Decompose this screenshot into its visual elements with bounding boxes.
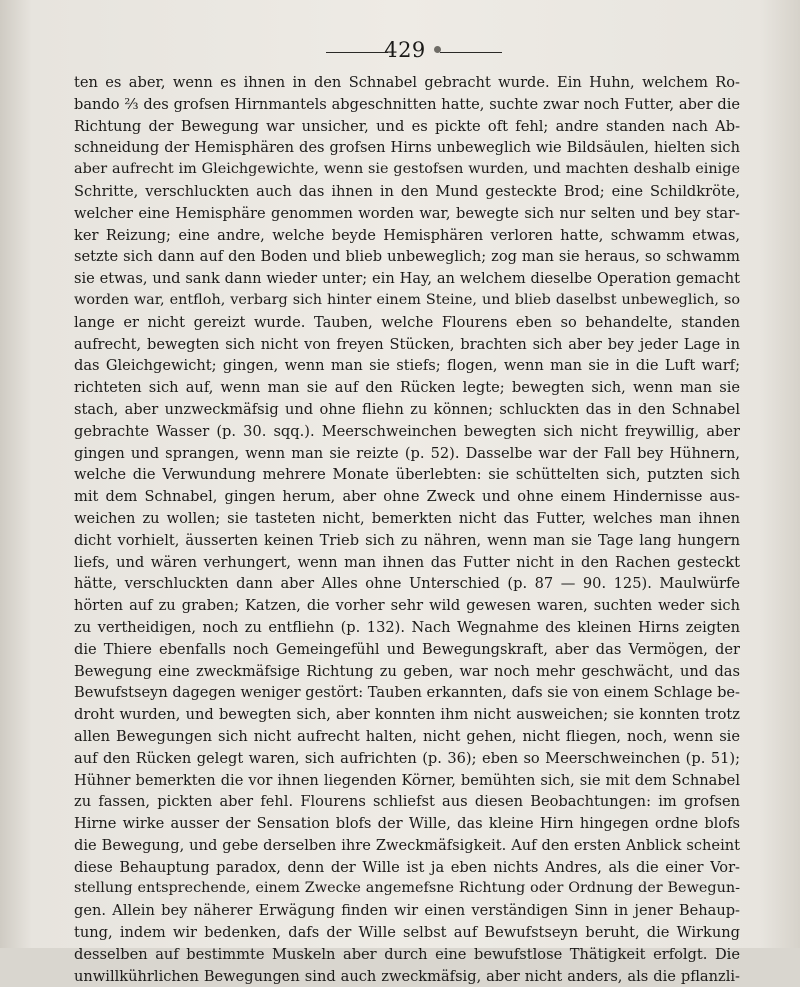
text-line: Schritte, verschluckten auch das ihnen in den Mund gesteckte Brod; eine Schildkröte, <box>74 182 740 200</box>
text-line: stach, aber unzweckmäfsig und ohne fliehn zu können; schluckten das in den Schnabel <box>74 400 740 418</box>
text-line: die Thiere ebenfalls noch Gemeingefühl und Bewegungskraft, aber das Vermögen, der <box>74 640 740 658</box>
text-line: weichen zu wollen; sie tasteten nicht, bemerkten nicht das Futter, welches man ihnen <box>74 509 740 527</box>
text-line: auf den Rücken gelegt waren, sich aufrichten (p. 36); eben so Meerschweinchen (p. 51); <box>74 749 740 767</box>
text-line: unwillkührlichen Bewegungen sind auch zweckmäfsig, aber nicht anders, als die pflanzli- <box>74 967 740 985</box>
text-line: tung, indem wir bedenken, dafs der Wille selbst auf Bewufstseyn beruht, die Wirkung <box>74 924 740 942</box>
text-line: welcher eine Hemisphäre genommen worden war, bewegte sich nur selten und bey star- <box>74 204 740 222</box>
text-line: zu vertheidigen, noch zu entfliehn (p. 132). Nach Wegnahme des kleinen Hirns zeigten <box>74 618 740 636</box>
text-line: aufrecht, bewegten sich nicht von freyen Stücken, brachten sich aber bey jeder Lage in <box>74 335 740 353</box>
text-line: stellung entsprechende, einem Zwecke angemefsne Richtung oder Ordnung der Bewegun- <box>74 880 740 897</box>
text-line: ker Reizung; eine andre, welche beyde Hemisphären verloren hatte, schwamm etwas, <box>74 226 740 244</box>
text-line: zu fassen, pickten aber fehl. Flourens schliefst aus diesen Beobachtungen: im grofsen <box>74 793 740 811</box>
text-line: Hirne wirke ausser der Sensation blofs der Wille, das kleine Hirn hingegen ordne blofs <box>74 815 740 833</box>
text-line: gebrachte Wasser (p. 30. sqq.). Meerschweinchen bewegten sich nicht freywillig, aber <box>74 422 740 440</box>
text-line: hätte, verschluckten dann aber Alles ohne Unterschied (p. 87 — 90. 125). Maulwürfe <box>74 575 740 593</box>
page-number: 429 <box>384 38 426 62</box>
header-rule-right <box>440 52 502 53</box>
text-line: Bewufstseyn dagegen weniger gestört: Tauben erkannten, dafs sie von einem Schlage be- <box>74 684 740 702</box>
text-line: welche die Verwundung mehrere Monate überlebten: sie schüttelten sich, putzten sich <box>74 466 740 484</box>
text-line: schneidung der Hemisphären des grofsen Hirns unbeweglich wie Bildsäulen, hielten sich <box>74 139 740 157</box>
text-line: liefs, und wären verhungert, wenn man ihnen das Futter nicht in den Rachen gesteckt <box>74 553 740 571</box>
page-header <box>0 36 800 72</box>
text-line: hörten auf zu graben; Katzen, die vorher sehr wild gewesen waren, suchten weder sich <box>74 597 740 615</box>
text-line: ten es aber, wenn es ihnen in den Schnabel gebracht wurde. Ein Huhn, welchem Ro- <box>74 74 740 91</box>
text-line: dicht vorhielt, äusserten keinen Trieb sich zu nähren, wenn man sie Tage lang hungern <box>74 531 740 549</box>
text-line: droht wurden, und bewegten sich, aber konnten ihm nicht ausweichen; sie konnten trotz <box>74 706 740 724</box>
text-line: die Bewegung, und gebe derselben ihre Zweckmäfsigkeit. Auf den ersten Anblick scheint <box>74 836 740 854</box>
text-line: desselben auf bestimmte Muskeln aber durch eine bewufstlose Thätigkeit erfolgt. Die <box>74 945 740 963</box>
text-line: aber aufrecht im Gleichgewichte, wenn sie gestofsen wurden, und machten deshalb einige <box>74 161 740 178</box>
text-line: Bewegung eine zweckmäfsige Richtung zu geben, war noch mehr geschwächt, und das <box>74 662 740 680</box>
text-line: bando ⅔ des grofsen Hirnmantels abgeschnitten hatte, suchte zwar noch Futter, aber die <box>74 95 740 113</box>
text-line: richteten sich auf, wenn man sie auf den Rücken legte; bewegten sich, wenn man sie <box>74 379 740 397</box>
text-line: sie etwas, und sank dann wieder unter; ein Hay, an welchem dieselbe Operation gemacht <box>74 270 740 288</box>
text-line: Hühner bemerkten die vor ihnen liegenden Körner, bemühten sich, sie mit dem Schnabel <box>74 771 740 789</box>
text-line: worden war, entfloh, verbarg sich hinter einem Steine, und blieb daselbst unbeweglich, so <box>74 291 740 308</box>
text-line: gingen und sprangen, wenn man sie reizte (p. 52). Dasselbe war der Fall bey Hühnern, <box>74 444 740 462</box>
body-text <box>74 72 740 987</box>
text-line: mit dem Schnabel, gingen herum, aber ohne Zweck und ohne einem Hindernisse aus- <box>74 488 740 506</box>
text-line: diese Behauptung paradox, denn der Wille ist ja eben nichts Andres, als die einer Vor- <box>74 858 740 876</box>
text-line: das Gleichgewicht; gingen, wenn man sie stiefs; flogen, wenn man sie in die Luft warf; <box>74 357 740 375</box>
text-line: setzte sich dann auf den Boden und blieb unbeweglich; zog man sie heraus, so schwamm <box>74 248 740 266</box>
text-line: allen Bewegungen sich nicht aufrecht halten, nicht gehen, nicht fliegen, noch, wenn sie <box>74 727 740 745</box>
text-line: lange er nicht gereizt wurde. Tauben, welche Flourens eben so behandelte, standen <box>74 313 740 331</box>
header-rule-left <box>326 52 388 53</box>
text-line: Richtung der Bewegung war unsicher, und es pickte oft fehl; andre standen nach Ab- <box>74 117 740 135</box>
text-line: gen. Allein bey näherer Erwägung finden wir einen verständigen Sinn in jener Behaup- <box>74 902 740 920</box>
